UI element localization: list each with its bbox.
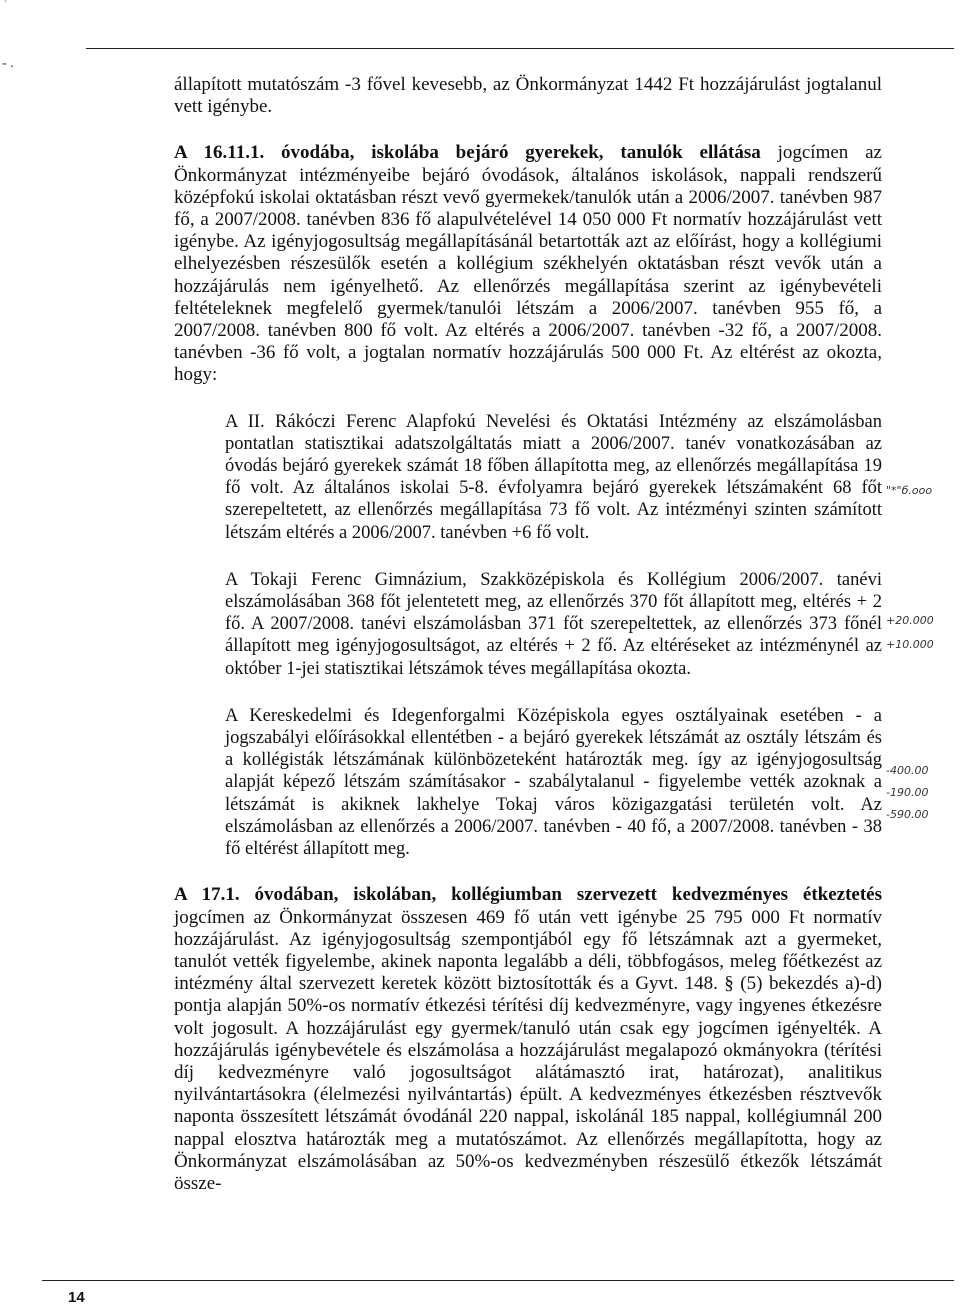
- margin-note: +10.000: [886, 638, 934, 651]
- page-number: 14: [68, 1289, 85, 1306]
- section-17-1: [174, 884, 882, 1195]
- margin-note: -190.00: [886, 786, 929, 799]
- margin-note: +20.000: [886, 614, 934, 627]
- paragraph-tokaji: A Tokaji Ferenc Gimnázium, Szakközépiskola és Kollégium 2006/2007. tanévi elszámolásában 368 főt jelentetett meg, az ellenőrzés 370 főt állapított meg, eltérés + 2 fő. A 2007/2008. tanévi elszámolásban 371 főt szerepeltettek, az ellenőrzés 373 főnél állapított meg igényjogosultságot, az eltérés + 2 fő. Az eltéréseket az intézménynél az október 1-jei statisztikai létszámok téves megállapítása okozta.: [225, 569, 882, 679]
- margin-note: -590.00: [886, 808, 929, 821]
- paragraph-kereskedelmi: A Kereskedelmi és Idegenforgalmi Középiskola egyes osztályainak esetében - a jogszabályi előírásokkal ellentétben - a bejáró gyerekek létszámát az osztály létszám és a kollégisták létszámának különbözeteként határozták meg. így az igényjogosultság alapját képező létszám számításakor - szabálytalanul - figyelembe vették azoknak a létszámát is akiknek lakhelye Tokaj város közigazgatási területén volt. Az elszámolásban az ellenőrzés a 2006/2007. tanévben - 40 fő, a 2007/2008. tanévben - 38 fő eltérést állapított meg.: [225, 705, 882, 860]
- page-body: [174, 74, 882, 1195]
- section-heading-16-11-1: A 16.11.1. óvodába, iskolába bejáró gyerekek, tanulók ellátása: [174, 142, 761, 164]
- corner-mark: `: [4, 0, 8, 11]
- section-body-17-1: jogcímen az Önkormányzat összesen 469 fő után vett igénybe 25 795 000 Ft normatív hozzájárulást. Az igényjogosultság szempontjából egy fő létszámnak azt a gyermeket, tanulót vették figyelembe, akinek naponta legalább a déli, többfogásos, meleg főétkezést az intézmény által szervezett keretek között biztosították és a Gyvt. 148. § (5) bekezdés a)-d) pontja alapján 50%-os normatív étkezési térítési díj kedvezményre, vagy ingyenes étkezésre volt jogosult. A hozzájárulást egy gyermek/tanuló után csak egy jogcímen igényelték. A hozzájárulás igénybevétele és elszámolása a hozzájárulást megalapozó okmányokra (térítési díj kedvezményre való jogosultságot alátámasztó irat, határozat), analitikus nyilvántartásokra (élelmezési nyilvántartás) épült. A kedvezményes étkezésben résztvevők naponta összesített létszámát óvodánál 220 nappal, iskolánál 185 nappal, kollégiumnál 200 nappal elosztva határozták meg a mutatószámot. Az ellenőrzés megállapította, hogy az Önkormányzat elszámolásában az 50%-os kedvezményben részesülő étkezők létszámát össze-: [174, 906, 882, 1194]
- section-body-16-11-1: jogcímen az Önkormányzat intézményeibe bejáró óvodások, általános iskolások, nappali rendszerű középfokú iskolai oktatásban részt vevő gyermekek/tanulók után a 2006/2007. tanévben 987 fő, a 2007/2008. tanévben 836 fő alapulvételével 14 050 000 Ft normatív hozzájárulást vett igénybe. Az igényjogosultság megállapításánál betartották azt az előírást, hogy a kollégiumi elhelyezésben részesülők esetén a kollégium székhelyén oktatásban részt vevők után a hozzájárulás nem igényelhető. Az ellenőrzés megállapítása szerint az igénybevételi feltételeknek megfelelő gyermek/tanulói létszám a 2006/2007. tanévben 955 fő, a 2007/2008. tanévben 800 fő volt. Az eltérés a 2006/2007. tanévben -32 fő, a 2007/2008. tanévben -36 fő volt, a jogtalan normatív hozzájárulás 500 000 Ft. Az eltérést az okozta, hogy:: [174, 142, 882, 386]
- header-mark: - .: [2, 56, 14, 71]
- footer-rule: [42, 1280, 954, 1281]
- header-rule: [86, 48, 954, 49]
- margin-note: -400.00: [886, 764, 929, 777]
- paragraph-rakoczi: A II. Rákóczi Ferenc Alapfokú Nevelési és Oktatási Intézmény az elszámolásban pontatlan statisztikai adatszolgáltatás miatt a 2006/2007. tanév vonatkozásában az óvodás bejáró gyerekek számát 18 főben állapította meg, az ellenőrzés megállapítása 19 fő volt. Az általános iskolai 5-8. évfolyamra bejáró gyerekek létszámaként 68 főt szerepeltetett, az ellenőrzés megállapítása 73 fő volt. Az intézményi szinten számított létszám eltérés a 2006/2007. tanévben +6 fő volt.: [225, 411, 882, 543]
- margin-note: "*"б.ооо: [886, 484, 933, 497]
- paragraph-intro: állapított mutatószám -3 fővel kevesebb, az Önkormányzat 1442 Ft hozzájárulást jogtalanul vett igénybe.: [174, 74, 882, 118]
- indented-notes: [225, 411, 882, 861]
- section-16-11-1: [174, 142, 882, 386]
- section-heading-17-1: A 17.1. óvodában, iskolában, kollégiumban szervezett kedvezményes étkeztetés: [174, 884, 882, 906]
